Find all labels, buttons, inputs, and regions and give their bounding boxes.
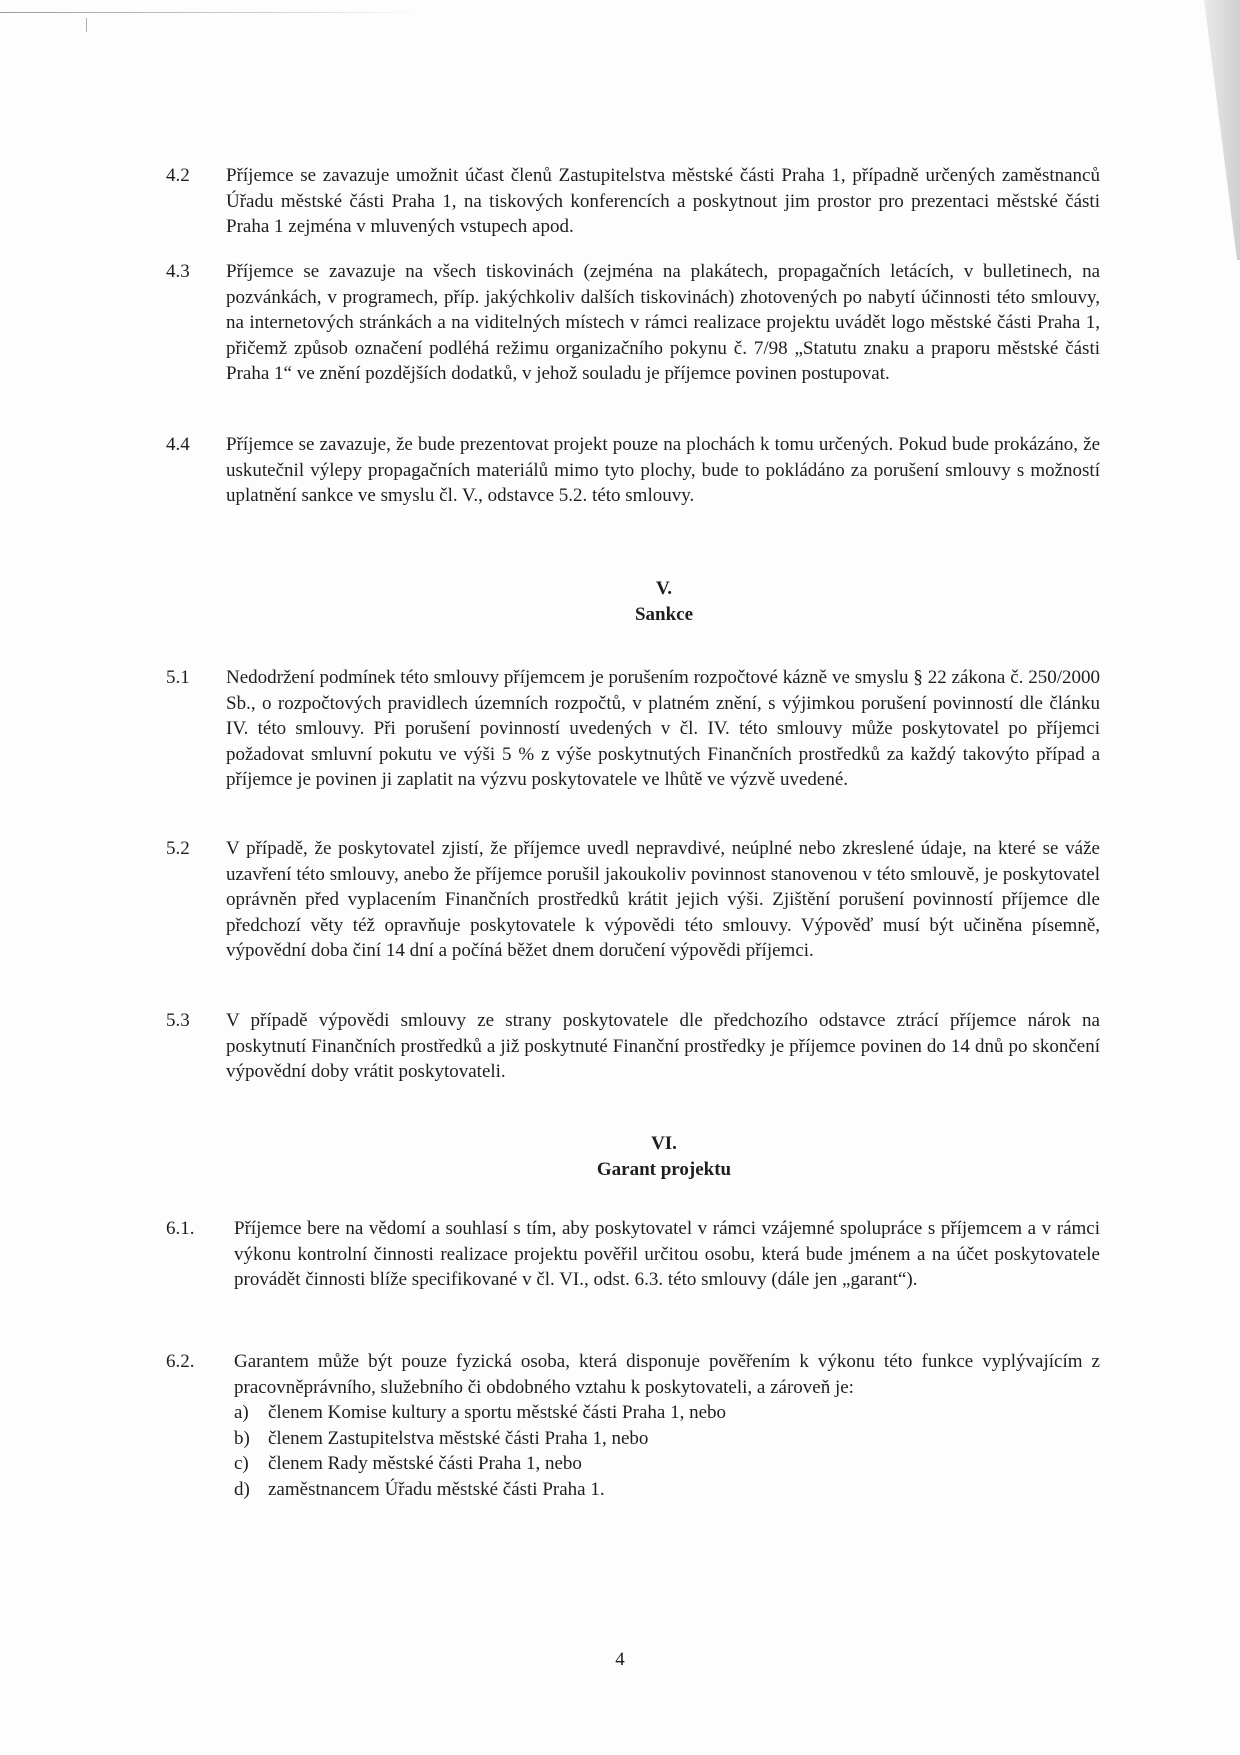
paragraph-4-2	[166, 163, 1100, 240]
paragraph-number: 4.3	[166, 261, 190, 282]
paragraph-number: 5.1	[166, 667, 190, 688]
paragraph-intro: Garantem může být pouze fyzická osoba, která disponuje pověřením k výkonu této funkce vyplývajícím z pracovněprávního, služebního či obdobného vztahu k poskytovateli, a zároveň je:	[234, 1351, 1100, 1398]
section-numeral: V.	[655, 578, 673, 599]
paragraph-4-4	[166, 432, 1100, 509]
paragraph-number: 6.1.	[166, 1218, 195, 1239]
paragraph-4-3	[166, 259, 1100, 387]
list-item-text: členem Rady městské části Praha 1, nebo	[268, 1453, 582, 1474]
paragraph-6-1	[166, 1216, 1100, 1293]
paragraph-text: Příjemce se zavazuje, že bude prezentovat projekt pouze na plochách k tomu určených. Pokud bude prokázáno, že uskutečnil výlepy propagačních materiálů mimo tyto plochy, bude to pokládáno za porušení smlouvy s možností uplatnění sankce ve smyslu čl. V., odstavce 5.2. této smlouvy.	[226, 434, 1100, 506]
list-item-label: a)	[234, 1402, 249, 1423]
garant-list	[234, 1400, 1100, 1502]
list-item-label: b)	[234, 1427, 250, 1449]
paragraph-text: Příjemce bere na vědomí a souhlasí s tím, aby poskytovatel v rámci vzájemné spolupráce s příjemcem a v rámci výkonu kontrolní činnosti realizace projektu pověřil určitou osobu, která bude jménem a na účet poskytovatele provádět činnosti blíže specifikované v čl. VI., odst. 6.3. této smlouvy (dále jen „garant“).	[234, 1218, 1100, 1290]
paragraph-5-3	[166, 1008, 1100, 1085]
paragraph-5-2	[166, 836, 1100, 964]
paragraph-text: Příjemce se zavazuje na všech tiskovinách (zejména na plakátech, propagačních letácích, v bulletinech, na pozvánkách, v programech, příp. jakýchkoliv dalších tiskovinách) zhotovených po nabytí účinnosti této smlouvy, na internetových stránkách a na viditelných místech v rámci realizace projektu uvádět logo městské části Praha 1, přičemž způsob označení podléhá režimu organizačního pokynu č. 7/98 „Statutu znaku a praporu městské části Praha 1“ ve znění pozdějších dodatků, v jehož souladu je příjemce povinen postupovat.	[226, 261, 1100, 384]
section-title: Sankce	[634, 604, 694, 625]
paragraph-number: 4.4	[166, 434, 190, 455]
list-item	[234, 1451, 1100, 1477]
page-number: 4	[615, 1649, 625, 1670]
list-item-text: členem Zastupitelstva městské části Praha 1, nebo	[268, 1427, 649, 1449]
paragraph-text: Nedodržení podmínek této smlouvy příjemcem je porušením rozpočtové kázně ve smyslu § 22 zákona č. 250/2000 Sb., o rozpočtových pravidlech územních rozpočtů, v platném znění, s výjimkou porušení povinností dle článku IV. této smlouvy. Při porušení povinností uvedených v čl. IV. této smlouvy může poskytovatel po příjemci požadovat smluvní pokutu ve výši 5 % z výše poskytnutých Finančních prostředků za každý takovýto případ a příjemce je povinen ji zaplatit na výzvu poskytovatele ve lhůtě ve výzvě uvedené.	[226, 667, 1100, 790]
list-item-label: d)	[234, 1478, 250, 1500]
list-item-label: c)	[234, 1453, 249, 1474]
paragraph-text: V případě, že poskytovatel zjistí, že příjemce uvedl nepravdivé, neúplné nebo zkreslené údaje, na které se váže uzavření této smlouvy, anebo že příjemce porušil jakoukoliv povinnost stanovenou v této smlouvě, je poskytovatel oprávněn před vyplacením Finančních prostředků krátit jejich výši. Zjištění porušení povinností příjemce dle předchozí věty též opravňuje poskytovatele k výpovědi této smlouvy. Výpověď musí být učiněna písemně, výpovědní doba činí 14 dní a počíná běžet dnem doručení výpovědi příjemci.	[226, 838, 1100, 961]
paragraph-5-1	[166, 665, 1100, 793]
section-heading-vi	[166, 1131, 1162, 1183]
paragraph-text: V případě výpovědi smlouvy ze strany poskytovatele dle předchozího odstavce ztrácí příjemce nárok na poskytnutí Finančních prostředků a již poskytnuté Finanční prostředky je příjemce povinen do 14 dnů po skončení výpovědní doby vrátit poskytovateli.	[226, 1010, 1100, 1082]
list-item-text: členem Komise kultury a sportu městské části Praha 1, nebo	[268, 1402, 727, 1423]
paragraph-number: 4.2	[166, 165, 190, 186]
paragraph-text	[234, 1349, 1100, 1502]
list-item	[234, 1477, 1100, 1503]
paragraph-6-2	[166, 1349, 1100, 1502]
list-item	[234, 1400, 1100, 1426]
paragraph-text: Příjemce se zavazuje umožnit účast členů Zastupitelstva městské části Praha 1, případně určených zaměstnanců Úřadu městské části Praha 1, na tiskových konferencích a poskytnout jim prostor pro prezentaci městské části Praha 1 zejména v mluvených vstupech apod.	[226, 165, 1100, 237]
paragraph-number: 5.3	[166, 1010, 190, 1031]
section-numeral: VI.	[651, 1133, 677, 1154]
paragraph-number: 6.2.	[166, 1351, 195, 1372]
section-title: Garant projektu	[596, 1159, 732, 1180]
list-item-text: zaměstnancem Úřadu městské části Praha 1.	[268, 1478, 605, 1500]
list-item	[234, 1426, 1100, 1452]
paragraph-number: 5.2	[166, 838, 190, 859]
section-heading-v	[166, 576, 1162, 628]
